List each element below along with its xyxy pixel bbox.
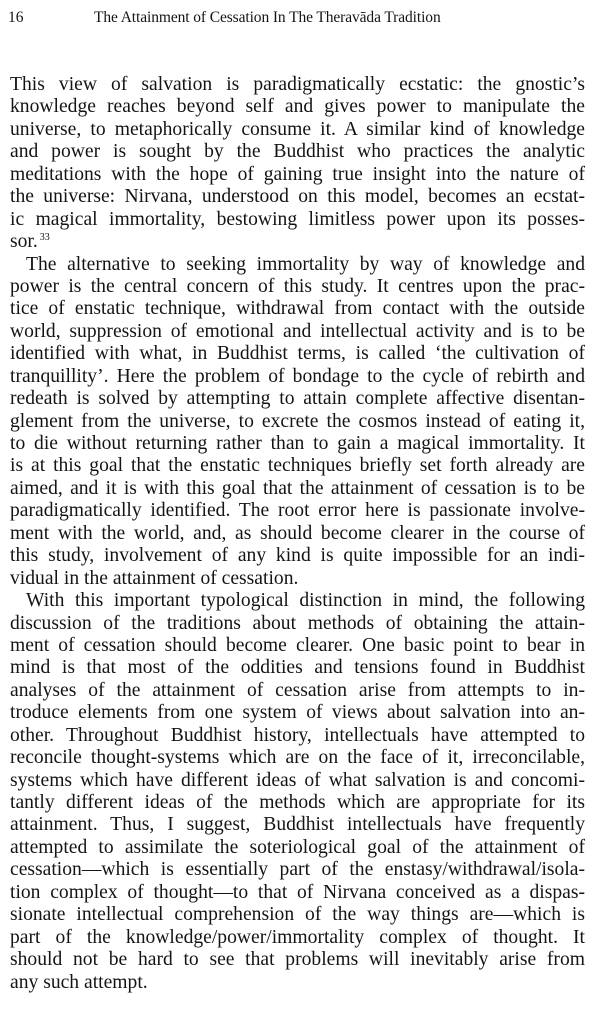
- text-line: With this important typological distinction in mind, the following: [26, 590, 585, 612]
- text-line: other. Throughout Buddhist history, intellectuals have attempted to: [10, 724, 585, 746]
- text-line: cessation—which is essentially part of the enstasy/withdrawal/isola-: [10, 859, 585, 881]
- text-line: attainment. Thus, I suggest, Buddhist intellectuals have frequently: [10, 814, 585, 836]
- text-line: analyses of the attainment of cessation arise from attempts to in-: [10, 679, 585, 701]
- text-line: knowledge reaches beyond self and gives power to manipulate the: [10, 96, 585, 118]
- body-text: [10, 74, 585, 994]
- text-line: [10, 231, 585, 253]
- text-line: the universe: Nirvana, understood on this model, becomes an ecstat-: [10, 186, 585, 208]
- text-line: troduce elements from one system of views about salvation into an-: [10, 702, 585, 724]
- running-title: The Attainment of Cessation In The Theravāda Tradition: [94, 9, 441, 26]
- text-line: tice of enstatic technique, withdrawal from contact with the outside: [10, 298, 585, 320]
- text-line: any such attempt.: [10, 971, 148, 993]
- text-line: tranquillity’. Here the problem of bondage to the cycle of rebirth and: [10, 365, 585, 387]
- text-line: world, suppression of emotional and intellectual activity and is to be: [10, 320, 585, 342]
- text-line: should not be hard to see that problems will inevitably arise from: [10, 949, 585, 971]
- text-line: ment with the world, and, as should become clearer in the course of: [10, 522, 585, 544]
- text-line: The alternative to seeking immortality by way of knowledge and: [26, 253, 585, 275]
- paragraph-2: [10, 254, 585, 591]
- paragraph-1: [10, 74, 585, 254]
- text-line: universe, to metaphorically consume it. A similar kind of knowledge: [10, 118, 585, 140]
- text-line: discussion of the traditions about methods of obtaining the attain-: [10, 612, 585, 634]
- text-line: this study, involvement of any kind is quite impossible for an indi-: [10, 545, 585, 567]
- text-line: identified with what, in Buddhist terms, is called ‘the cultivation of: [10, 343, 585, 365]
- text-line: is at this goal that the enstatic techniques briefly set forth already are: [10, 455, 585, 477]
- text-line: meditations with the hope of gaining true insight into the nature of: [10, 163, 585, 185]
- text-line: sionate intellectual comprehension of the way things are—which is: [10, 904, 585, 926]
- text-fragment: sor.: [10, 231, 38, 253]
- text-line: systems which have different ideas of what salvation is and concomi-: [10, 769, 585, 791]
- text-line: tion complex of thought—to that of Nirvana conceived as a dispas-: [10, 881, 585, 903]
- paragraph-3: [10, 590, 585, 994]
- text-line: mind is that most of the oddities and tensions found in Buddhist: [10, 657, 585, 679]
- text-line: glement from the universe, to excrete the cosmos instead of eating it,: [10, 410, 585, 432]
- text-line: This view of salvation is paradigmatically ecstatic: the gnostic’s: [10, 74, 585, 95]
- footnote-ref[interactable]: 33: [39, 232, 50, 244]
- text-line: and power is sought by the Buddhist who practices the analytic: [10, 141, 585, 163]
- text-line: tantly different ideas of the methods which are appropriate for its: [10, 792, 585, 813]
- text-line: ment of cessation should become clearer. One basic point to bear in: [10, 634, 585, 656]
- running-head: [8, 6, 585, 30]
- text-line: attempted to assimilate the soteriological goal of the attainment of: [10, 836, 585, 858]
- text-line: ic magical immortality, bestowing limitless power upon its posses-: [10, 208, 585, 230]
- text-line: power is the central concern of this study. It centres upon the prac-: [10, 275, 585, 297]
- page-number: 16: [8, 9, 24, 26]
- text-line: vidual in the attainment of cessation.: [10, 567, 299, 589]
- text-line: to die without returning rather than to gain a magical immortality. It: [10, 433, 585, 454]
- text-line: aimed, and it is with this goal that the attainment of cessation is to be: [10, 477, 585, 499]
- text-line: reconcile thought-systems which are on the face of it, irreconcilable,: [10, 747, 585, 769]
- text-line: paradigmatically identified. The root error here is passionate involve-: [10, 500, 585, 522]
- text-line: redeath is solved by attempting to attain complete affective disentan-: [10, 388, 585, 410]
- text-line: part of the knowledge/power/immortality complex of thought. It: [10, 926, 585, 948]
